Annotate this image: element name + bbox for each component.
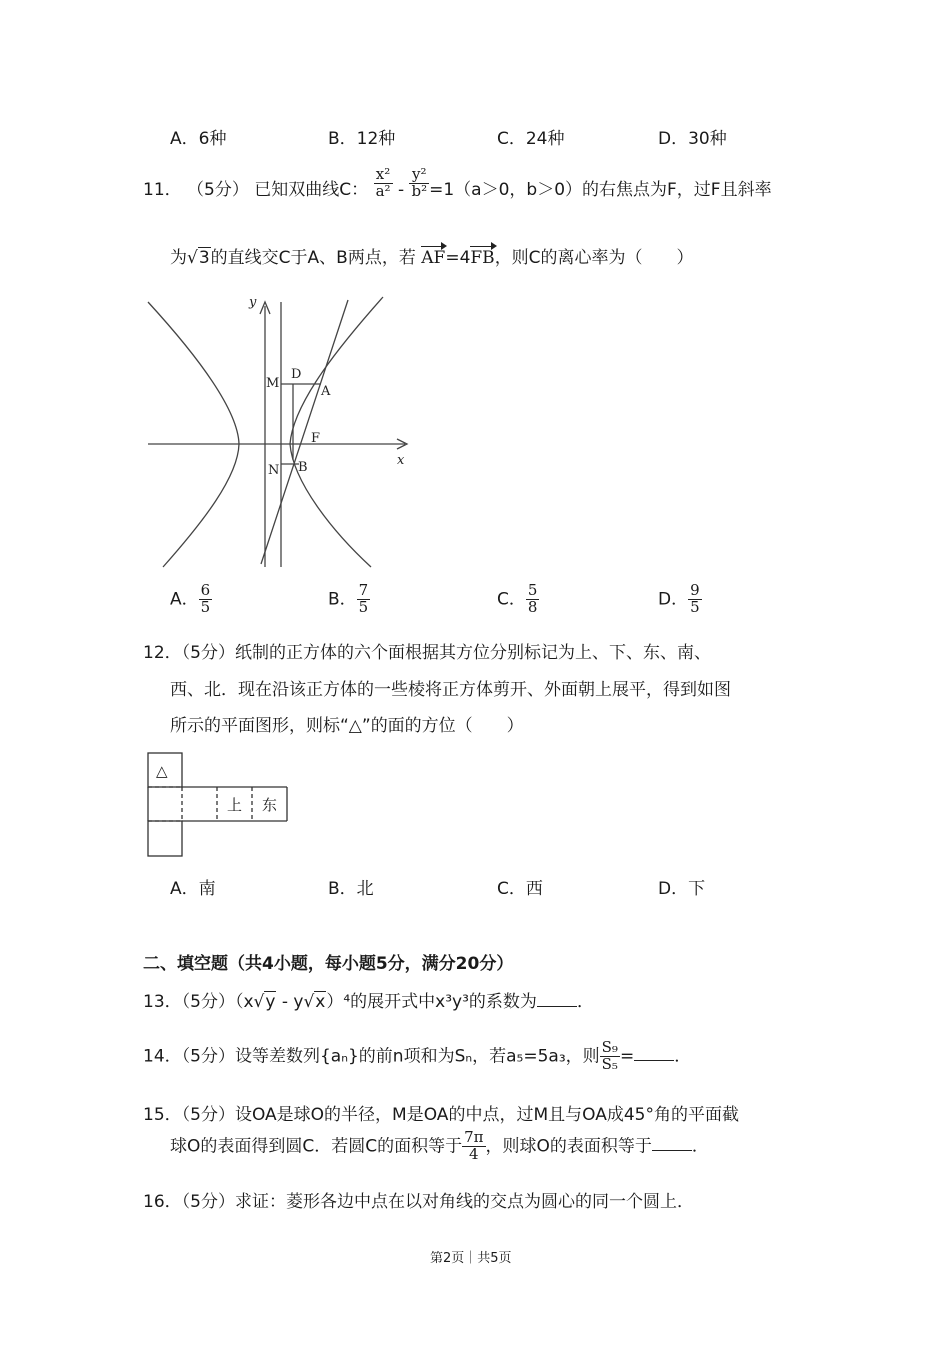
cube-net-figure — [145, 750, 290, 860]
q10-option-d: D．30种 — [658, 129, 727, 149]
fraction-x2-a2 — [374, 164, 393, 200]
question-number: 15． — [143, 1105, 182, 1125]
q12-line3: 所示的平面图形，则标“△”的面的方位（ ） — [170, 716, 524, 736]
q11-option-a — [170, 583, 212, 616]
option-label: D． — [658, 589, 689, 610]
answer-blank — [537, 992, 577, 1007]
q14-text: 设等差数列{aₙ}的前n项和为Sₙ，若a₅=5a₃，则 — [234, 1046, 600, 1067]
q13-text: - y — [276, 992, 304, 1012]
numerator: 7π — [464, 1128, 484, 1146]
fraction-7pi-4 — [462, 1130, 485, 1163]
numerator: S₉ — [601, 1038, 618, 1056]
label-a: A — [321, 384, 331, 399]
q16 — [143, 1187, 694, 1212]
q11-text-eq: =1（a＞0，b＞0）的右焦点为F，过F且斜率 — [429, 180, 772, 200]
q14-text: = — [619, 1046, 635, 1067]
question-score: （5分） — [181, 1046, 235, 1067]
q11-text: ，则C的离心率为（ ） — [494, 248, 694, 268]
q11-option-b — [328, 583, 370, 616]
question-score: （5分） — [181, 1105, 235, 1125]
answer-blank — [652, 1136, 692, 1151]
q12-option-d: D．下 — [658, 879, 706, 899]
label-f: F — [311, 431, 321, 446]
net-label-triangle: △ — [156, 762, 168, 780]
net-label-east: 东 — [262, 796, 278, 814]
q15-text: 球O的表面得到圆C．若圆C的面积等于 — [170, 1136, 463, 1157]
q12-option-c: C．西 — [497, 879, 543, 899]
answer-blank — [634, 1046, 674, 1061]
question-score: （5分） — [187, 180, 249, 200]
numerator: 7 — [358, 581, 369, 599]
q12-option-b: B．北 — [328, 879, 374, 899]
q10-option-c: C．24种 — [497, 129, 565, 149]
q12-line2: 西、北．现在沿该正方体的一些棱将正方体剪开、外面朝上展平，得到如图 — [170, 680, 731, 700]
q11-text: 已知双曲线C： — [254, 180, 369, 200]
q14-text: ． — [674, 1046, 692, 1067]
label-d: D — [291, 367, 302, 382]
question-number: 16． — [143, 1192, 182, 1212]
q12-text: （5分）纸制的正方体的六个面根据其方位分别标记为上、下、东、南、 — [181, 643, 711, 663]
numerator: 9 — [690, 581, 700, 599]
fraction-s9-s5 — [600, 1040, 620, 1073]
denominator: b² — [411, 181, 428, 200]
q11-line1: 11． （5分） 已知双曲线C： $\frac{\text{x²}}{\text{a²}}$ - $\frac{\text{y²}}{\text{b²}}$ =1（a＞0，b＞0）的右焦点为F，过F且斜率 — [143, 164, 772, 200]
denominator: 5 — [358, 597, 369, 616]
q15-line2 — [170, 1130, 709, 1163]
q11-text: 的直线交C于A、B两点，若 — [210, 248, 416, 268]
q15-text: ． — [691, 1136, 709, 1157]
sqrt-y: y — [265, 992, 276, 1012]
q13-text: （x — [234, 992, 254, 1012]
option-label: A． — [170, 589, 199, 610]
denominator: 5 — [690, 597, 700, 616]
q15-line1 — [143, 1100, 739, 1125]
sqrt-3: 3 — [198, 248, 210, 268]
q16-text: 求证：菱形各边中点在以对角线的交点为圆心的同一个圆上． — [234, 1192, 694, 1212]
question-number: 14． — [143, 1046, 182, 1067]
question-score: （5分） — [181, 1192, 235, 1212]
q11-text: =4 — [445, 248, 471, 268]
vector-af: AF — [421, 248, 446, 268]
q11-text: 为 — [170, 248, 187, 268]
label-x: x — [397, 453, 405, 468]
label-y: y — [249, 295, 257, 310]
denominator: S₅ — [601, 1054, 618, 1073]
question-number: 11． — [143, 180, 182, 200]
numerator: 6 — [200, 581, 211, 599]
sqrt-x: x — [315, 992, 326, 1012]
left-branch — [148, 302, 239, 567]
q10-option-b: B．12种 — [328, 129, 396, 149]
q13: 13．（5分）（x√y - y√x）⁴的展开式中x³y³的系数为 ． — [143, 992, 594, 1012]
vector-fb: FB — [470, 248, 495, 268]
numerator: 5 — [527, 581, 538, 599]
numerator: x² — [374, 167, 393, 184]
denominator: a² — [375, 181, 391, 200]
label-b: B — [298, 460, 308, 475]
q13-text: ）⁴的展开式中x³y³的系数为 — [326, 992, 537, 1012]
hyperbola-figure — [143, 292, 418, 572]
q14 — [143, 1040, 691, 1073]
question-score: （5分） — [181, 992, 235, 1012]
q15-text: ，则球O的表面积等于 — [485, 1136, 652, 1157]
numerator: y² — [409, 167, 429, 184]
q11-option-c — [497, 583, 539, 616]
denominator: 8 — [527, 597, 538, 616]
option-label: B． — [328, 589, 357, 610]
denominator: 4 — [469, 1144, 479, 1163]
question-number: 13． — [143, 992, 182, 1012]
q15-text: 设OA是球O的半径，M是OA的中点，过M且与OA成45°角的平面截 — [234, 1105, 739, 1125]
q13-text: ． — [576, 992, 594, 1012]
q11-line2: 为√3的直线交C于A、B两点，若 AF=4FB，则C的离心率为（ ） — [170, 248, 694, 268]
label-m: M — [266, 376, 280, 391]
section-heading: 二、填空题（共4小题，每小题5分，满分20分） — [143, 954, 514, 974]
q11-option-d — [658, 583, 702, 616]
label-n: N — [268, 463, 280, 478]
line-through-f — [261, 300, 348, 564]
q12-option-a: A．南 — [170, 879, 216, 899]
option-label: C． — [497, 589, 526, 610]
question-number: 12． — [143, 643, 182, 663]
net-label-up: 上 — [227, 796, 243, 814]
q10-option-a: A．6种 — [170, 129, 227, 149]
fraction-y2-b2 — [409, 164, 429, 200]
q12-line1 — [143, 638, 711, 663]
page-footer: 第2页｜共5页 — [430, 1251, 512, 1266]
net-face-bottom — [148, 821, 182, 856]
denominator: 5 — [200, 597, 211, 616]
